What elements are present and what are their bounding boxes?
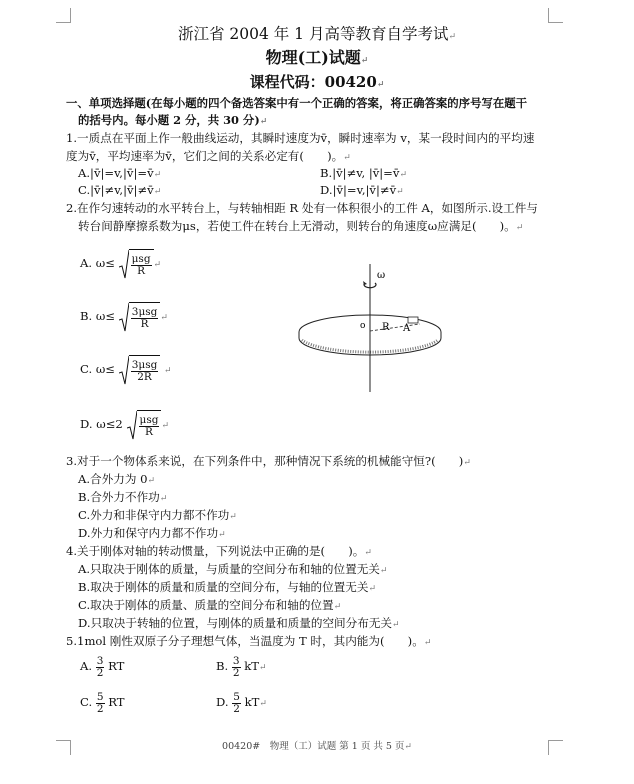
q5-option-b: B. $\frac{3}{2}$ kT↵ <box>216 654 267 679</box>
origin-label: o <box>360 321 366 331</box>
fraction: $\frac{3}{2}$ <box>232 654 240 679</box>
sqrt-sign: $\frac{\text{μsg}}{R}$ <box>119 249 154 280</box>
q1-option-b: B.|v̄|≠v, |v̄|=v̄↵ <box>320 166 407 180</box>
q1-option-a: A.|v̄|=v,|v̄|=v̄↵ <box>78 166 162 180</box>
q4-option-d: D.只取决于转轴的位置，与刚体的质量和质量的空间分布无关↵ <box>78 616 400 630</box>
q2-option-c: C. ω≤ $\frac{\text{3μsg}}{2R}$ ↵ <box>80 354 172 386</box>
turntable-figure <box>290 258 450 394</box>
q5-option-d: D. $\frac{5}{2}$ kT↵ <box>216 690 267 715</box>
q5-option-a: A. $\frac{3}{2}$ RT <box>80 654 125 679</box>
q4-option-b: B.取决于刚体的质量和质量的空间分布，与轴的位置无关↵ <box>78 580 377 594</box>
q2-option-b: B. ω≤ $\frac{\text{3μsg}}{R}$ ↵ <box>80 301 168 333</box>
q5-stem: 5.1mol 刚性双原子分子理想气体，当温度为 T 时，其内能为( )。↵ <box>66 634 432 648</box>
fraction: $\frac{5}{2}$ <box>233 690 240 715</box>
q1-stem-line2: 度为v̄，平均速率为v̄，它们之间的关系必定有( )。↵ <box>66 149 351 163</box>
q5-option-c: C. $\frac{5}{2}$ RT <box>80 690 125 715</box>
q4-option-c: C.取决于刚体的质量、质量的空间分布和轴的位置↵ <box>78 598 342 612</box>
q3-option-d: D.外力和保守内力都不作功↵ <box>78 526 226 540</box>
crop-mark-top-left <box>56 8 71 23</box>
course-code: 课程代码：00420↵ <box>249 73 385 91</box>
q1-option-d: D.|v̄|=v,|v̄|≠v̄↵ <box>320 183 404 197</box>
workpiece-label: A <box>403 323 411 334</box>
page-footer: 00420# 物理（工）试题 第 1 页 共 5 页↵ <box>222 741 412 752</box>
subject-title: 物理(工)试题↵ <box>265 48 369 67</box>
omega-label: ω <box>377 270 386 281</box>
q2-stem-line1: 2.在作匀速转动的水平转台上，与转轴相距 R 处有一体积很小的工件 A，如图所示.设工件与 <box>66 201 538 215</box>
q4-stem: 4.关于刚体对轴的转动惯量，下列说法中正确的是( )。↵ <box>66 544 372 558</box>
q2-option-a: A. ω≤ $\frac{\text{μsg}}{R}$ ↵ <box>80 248 161 280</box>
q4-option-a: A.只取决于刚体的质量，与质量的空间分布和轴的位置无关↵ <box>78 562 388 576</box>
sqrt-sign: $\frac{\text{μsg}}{R}$ <box>127 410 162 441</box>
radius-label: R <box>382 322 390 333</box>
sqrt-sign: $\frac{\text{3μsg}}{2R}$ <box>119 355 161 386</box>
q1-stem-line1: 1.一质点在平面上作一般曲线运动，其瞬时速度为v̄，瞬时速率为 v，某一段时间内的平均速 <box>66 131 535 145</box>
crop-mark-top-right <box>548 8 563 23</box>
exam-title: 浙江省 2004 年 1 月高等教育自学考试↵ <box>177 25 457 43</box>
q1-option-c: C.|v̄|≠v,|v̄|≠v̄↵ <box>78 183 162 197</box>
q3-option-a: A.合外力为 0↵ <box>78 472 156 486</box>
sqrt-sign: $\frac{\text{3μsg}}{R}$ <box>119 302 161 333</box>
section-heading-line2: 的括号内。每小题 2 分，共 30 分)↵ <box>78 113 268 127</box>
q3-option-b: B.合外力不作功↵ <box>78 490 168 504</box>
q3-stem: 3.对于一个物体系来说，在下列条件中，那种情况下系统的机械能守恒?( )↵ <box>66 454 471 468</box>
q2-stem-line2: 转台间静摩擦系数为μs，若使工件在转台上无滑动，则转台的角速度ω应满足( )。↵ <box>78 219 524 233</box>
q2-option-d: D. ω≤2 $\frac{\text{μsg}}{R}$ ↵ <box>80 409 169 441</box>
fraction: $\frac{5}{2}$ <box>96 690 104 715</box>
section-heading-line1: 一、单项选择题(在每小题的四个备选答案中有一个正确的答案，将正确答案的序号写在题干 <box>66 96 528 110</box>
q3-option-c: C.外力和非保守内力都不作功↵ <box>78 508 237 522</box>
fraction: $\frac{3}{2}$ <box>96 654 104 679</box>
